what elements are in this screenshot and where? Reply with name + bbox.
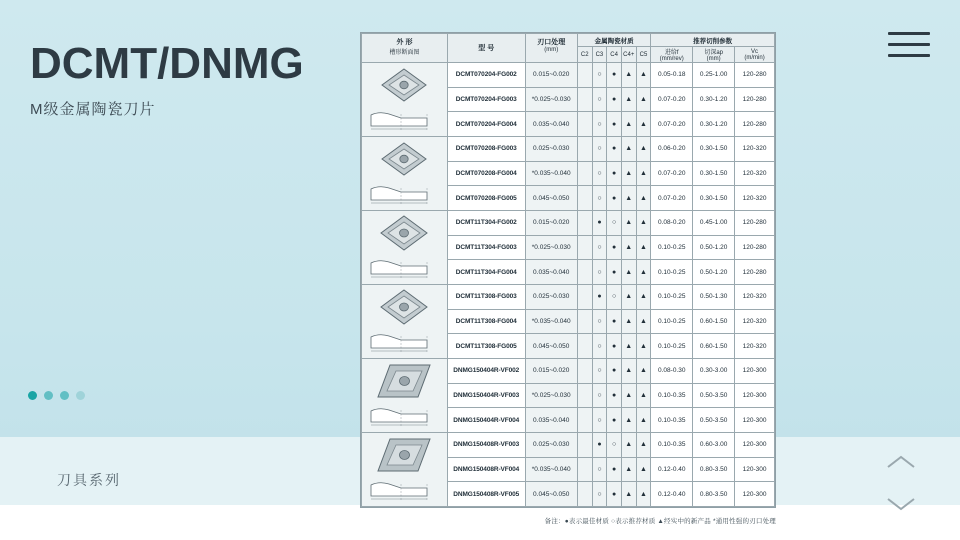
cell-ap: 0.80-3.50 [693,457,735,482]
cell-material-c4plus: ▲ [621,161,636,186]
th-vc-main: Vc [751,48,759,55]
cell-material-c5: ▲ [636,137,651,162]
th-mat-c2: C2 [577,47,592,63]
cell-material-c2 [577,359,592,384]
cell-vc: 120-300 [735,482,775,507]
cell-feed: 0.08-0.30 [651,359,693,384]
cell-edge-treatment: *0.035~0.040 [525,161,577,186]
cell-ap: 0.25-1.00 [693,63,735,88]
cell-material-c2 [577,383,592,408]
th-mat-c4: C4 [607,47,622,63]
cell-material-c2 [577,408,592,433]
table-row [362,137,775,162]
cell-model: DNMG150408R-VF004 [447,457,525,482]
cell-material-c4: ● [607,359,622,384]
cell-feed: 0.10-0.25 [651,285,693,310]
cell-vc: 120-300 [735,383,775,408]
cell-material-c4: ● [607,161,622,186]
cell-material-c3: ○ [592,186,607,211]
cell-material-c4plus: ▲ [621,285,636,310]
cell-edge-treatment: 0.035~0.040 [525,260,577,285]
cell-material-c4: ● [607,457,622,482]
cell-ap: 0.50-3.50 [693,408,735,433]
cell-feed: 0.07-0.20 [651,186,693,211]
insert-shape-cell [362,137,448,211]
cell-material-c5: ▲ [636,309,651,334]
cell-material-c5: ▲ [636,63,651,88]
cell-model: DCMT11T308-FG005 [447,334,525,359]
cell-feed: 0.10-0.35 [651,383,693,408]
cell-material-c4plus: ▲ [621,383,636,408]
th-edge-main: 刃口处理 [537,38,566,46]
specification-table-panel [360,32,776,508]
th-material-group: 金属陶瓷材质 [577,34,650,47]
cell-vc: 120-280 [735,260,775,285]
cell-edge-treatment: 0.015~0.020 [525,359,577,384]
cell-vc: 120-320 [735,161,775,186]
cell-feed: 0.10-0.25 [651,235,693,260]
cell-material-c3: ● [592,433,607,458]
specification-table [361,33,775,507]
cell-vc: 120-320 [735,137,775,162]
cell-feed: 0.08-0.20 [651,211,693,236]
cell-edge-treatment: 0.025~0.030 [525,137,577,162]
cell-material-c2 [577,161,592,186]
cell-material-c4: ● [607,334,622,359]
cell-feed: 0.07-0.20 [651,112,693,137]
cell-ap: 0.30-3.00 [693,359,735,384]
th-mat-c4plus: C4+ [621,47,636,63]
pagination-dot-1[interactable] [28,391,37,400]
cell-material-c4: ● [607,235,622,260]
cell-material-c3: ○ [592,112,607,137]
cell-model: DNMG150404R-VF002 [447,359,525,384]
cell-material-c4plus: ▲ [621,359,636,384]
cell-vc: 120-280 [735,235,775,260]
table-legend: 备注：●表示最佳材质 ○表示推荐材质 ▲经实中的新产品 *通用性强的刃口处理 [544,518,776,525]
cell-material-c4plus: ▲ [621,309,636,334]
cell-material-c5: ▲ [636,260,651,285]
insert-profile-view [362,400,447,430]
cell-material-c5: ▲ [636,408,651,433]
cell-feed: 0.07-0.20 [651,161,693,186]
cell-material-c4: ● [607,408,622,433]
table-row [362,285,775,310]
insert-shape-cell [362,359,448,433]
table-row [362,211,775,236]
insert-shape-cell [362,63,448,137]
pagination-dot-4[interactable] [76,391,85,400]
cell-edge-treatment: 0.015~0.020 [525,63,577,88]
cell-material-c3: ○ [592,457,607,482]
cell-material-c3: ○ [592,383,607,408]
cell-material-c5: ▲ [636,235,651,260]
cell-material-c4: ● [607,383,622,408]
cell-material-c4: ● [607,309,622,334]
cell-material-c2 [577,87,592,112]
th-mat-c3: C3 [592,47,607,63]
cell-ap: 0.30-1.50 [693,186,735,211]
cell-model: DNMG150404R-VF004 [447,408,525,433]
cell-ap: 0.30-1.50 [693,161,735,186]
cell-material-c3: ○ [592,235,607,260]
table-row [362,433,775,458]
cell-model: DCMT070204-FG004 [447,112,525,137]
cell-material-c3: ● [592,211,607,236]
cell-feed: 0.05-0.18 [651,63,693,88]
th-ap-unit: (mm) [706,56,721,62]
th-feed [651,47,693,63]
cell-material-c4: ○ [607,211,622,236]
cell-edge-treatment: 0.035~0.040 [525,112,577,137]
th-edge-unit: (mm) [544,46,559,53]
cell-ap: 0.30-1.20 [693,87,735,112]
cell-material-c5: ▲ [636,161,651,186]
cell-material-c4: ● [607,482,622,507]
cell-material-c2 [577,186,592,211]
chevron-up-icon[interactable] [886,455,916,469]
cell-edge-treatment: 0.045~0.050 [525,186,577,211]
cell-vc: 120-320 [735,285,775,310]
cell-material-c5: ▲ [636,87,651,112]
cell-vc: 120-300 [735,359,775,384]
cell-material-c4: ● [607,186,622,211]
footer-category-label: 刀具系列 [57,472,121,488]
cell-feed: 0.06-0.20 [651,137,693,162]
cell-vc: 120-280 [735,87,775,112]
th-edge [525,34,577,63]
cell-feed: 0.10-0.25 [651,260,693,285]
cell-material-c4plus: ▲ [621,87,636,112]
th-cutting-group: 推荐切削参数 [651,34,775,47]
cell-model: DNMG150408R-VF003 [447,433,525,458]
cell-material-c2 [577,63,592,88]
cell-vc: 120-300 [735,433,775,458]
insert-profile-view [362,326,447,356]
insert-profile-view [362,252,447,282]
table-header-row-1 [362,34,775,47]
cell-material-c3: ○ [592,63,607,88]
cell-model: DCMT070204-FG003 [447,87,525,112]
cell-model: DCMT11T304-FG004 [447,260,525,285]
cell-material-c2 [577,211,592,236]
insert-top-view [362,288,447,326]
cell-edge-treatment: 0.035~0.040 [525,408,577,433]
th-ap-main: 切深ap [704,50,723,56]
cell-material-c5: ▲ [636,433,651,458]
cell-material-c5: ▲ [636,112,651,137]
cell-ap: 0.30-1.20 [693,112,735,137]
cell-material-c2 [577,285,592,310]
menu-bar-3 [888,54,930,57]
cell-material-c5: ▲ [636,482,651,507]
cell-material-c2 [577,137,592,162]
cell-material-c2 [577,235,592,260]
table-row [362,359,775,384]
cell-material-c4plus: ▲ [621,235,636,260]
cell-material-c5: ▲ [636,285,651,310]
cell-edge-treatment: 0.025~0.030 [525,285,577,310]
cell-material-c5: ▲ [636,457,651,482]
th-feed-unit: (mm/rev) [659,56,684,62]
insert-profile-view [362,104,447,134]
cell-vc: 120-320 [735,309,775,334]
cell-material-c4plus: ▲ [621,137,636,162]
cell-feed: 0.10-0.25 [651,334,693,359]
insert-top-view [362,66,447,104]
cell-model: DNMG150404R-VF003 [447,383,525,408]
cell-model: DCMT070208-FG005 [447,186,525,211]
insert-shape-cell [362,285,448,359]
cell-ap: 0.60-1.50 [693,334,735,359]
cell-material-c3: ○ [592,260,607,285]
cell-vc: 120-280 [735,211,775,236]
pagination-dot-2[interactable] [44,391,53,400]
cell-model: DCMT070208-FG004 [447,161,525,186]
chevron-down-icon[interactable] [886,497,916,511]
cell-material-c4: ● [607,87,622,112]
cell-material-c4: ● [607,260,622,285]
cell-material-c4: ● [607,137,622,162]
cell-material-c4plus: ▲ [621,211,636,236]
insert-profile-view [362,178,447,208]
th-shape [362,34,448,63]
cell-ap: 0.45-1.00 [693,211,735,236]
cell-material-c4plus: ▲ [621,408,636,433]
cell-edge-treatment: *0.025~0.030 [525,235,577,260]
table-header [362,34,775,63]
th-model: 型 号 [447,34,525,63]
cell-feed: 0.12-0.40 [651,482,693,507]
insert-top-view [362,140,447,178]
insert-top-view [362,436,447,474]
cell-material-c4plus: ▲ [621,63,636,88]
cell-ap: 0.50-1.30 [693,285,735,310]
cell-material-c2 [577,433,592,458]
insert-shape-cell [362,433,448,507]
cell-edge-treatment: *0.025~0.030 [525,87,577,112]
cell-material-c4plus: ▲ [621,260,636,285]
table-row [362,63,775,88]
cell-material-c3: ○ [592,482,607,507]
cell-material-c4: ● [607,112,622,137]
cell-material-c5: ▲ [636,359,651,384]
cell-material-c3: ○ [592,87,607,112]
insert-shape-cell [362,211,448,285]
cell-vc: 120-300 [735,408,775,433]
cell-material-c3: ○ [592,161,607,186]
cell-material-c2 [577,334,592,359]
cell-feed: 0.10-0.35 [651,408,693,433]
cell-material-c3: ○ [592,137,607,162]
cell-feed: 0.10-0.25 [651,309,693,334]
slide-pagination-dots[interactable] [28,391,85,400]
page-subtitle: M级金属陶瓷刀片 [30,101,156,118]
th-vc-unit: (m/min) [744,54,765,61]
cell-ap: 0.30-1.50 [693,137,735,162]
hamburger-menu-icon[interactable] [888,32,930,60]
cell-ap: 0.60-1.50 [693,309,735,334]
title-block [30,38,360,119]
cell-material-c3: ○ [592,334,607,359]
cell-model: DCMT11T304-FG002 [447,211,525,236]
cell-feed: 0.12-0.40 [651,457,693,482]
cell-model: DCMT11T308-FG003 [447,285,525,310]
cell-material-c5: ▲ [636,211,651,236]
menu-bar-1 [888,32,930,35]
cell-material-c4plus: ▲ [621,457,636,482]
cell-vc: 120-320 [735,334,775,359]
cell-model: DNMG150408R-VF005 [447,482,525,507]
cell-edge-treatment: *0.025~0.030 [525,383,577,408]
cell-material-c5: ▲ [636,186,651,211]
cell-ap: 0.50-1.20 [693,260,735,285]
cell-edge-treatment: 0.045~0.050 [525,334,577,359]
cell-material-c5: ▲ [636,383,651,408]
cell-ap: 0.80-3.50 [693,482,735,507]
cell-material-c3: ○ [592,359,607,384]
cell-edge-treatment: 0.045~0.050 [525,482,577,507]
insert-top-view [362,362,447,400]
cell-edge-treatment: *0.035~0.040 [525,309,577,334]
th-shape-sub: 槽形断面图 [389,49,420,56]
th-vc [735,47,775,63]
cell-material-c2 [577,457,592,482]
page-title: DCMT/DNMG [30,39,304,88]
cell-material-c4plus: ▲ [621,334,636,359]
cell-vc: 120-320 [735,186,775,211]
cell-edge-treatment: *0.035~0.040 [525,457,577,482]
cell-model: DCMT070208-FG003 [447,137,525,162]
th-shape-main: 外 形 [396,38,413,46]
cell-ap: 0.50-3.50 [693,383,735,408]
cell-vc: 120-280 [735,63,775,88]
cell-material-c2 [577,482,592,507]
cell-material-c2 [577,112,592,137]
th-ap [693,47,735,63]
cell-edge-treatment: 0.015~0.020 [525,211,577,236]
cell-material-c4plus: ▲ [621,186,636,211]
insert-profile-view [362,474,447,504]
cell-model: DCMT11T304-FG003 [447,235,525,260]
cell-material-c4plus: ▲ [621,112,636,137]
cell-feed: 0.10-0.35 [651,433,693,458]
cell-model: DCMT070204-FG002 [447,63,525,88]
menu-bar-2 [888,43,930,46]
cell-material-c3: ○ [592,309,607,334]
cell-vc: 120-300 [735,457,775,482]
cell-material-c4: ○ [607,285,622,310]
cell-material-c5: ▲ [636,334,651,359]
cell-material-c2 [577,260,592,285]
cell-edge-treatment: 0.025~0.030 [525,433,577,458]
cell-material-c4plus: ▲ [621,482,636,507]
cell-ap: 0.60-3.00 [693,433,735,458]
cell-material-c3: ● [592,285,607,310]
table-body [362,63,775,507]
th-mat-c5: C5 [636,47,651,63]
insert-top-view [362,214,447,252]
th-feed-main: 进给f [664,50,679,56]
cell-material-c4plus: ▲ [621,433,636,458]
cell-material-c4: ○ [607,433,622,458]
slide-nav-arrows[interactable] [880,455,922,511]
cell-vc: 120-280 [735,112,775,137]
cell-material-c2 [577,309,592,334]
cell-ap: 0.50-1.20 [693,235,735,260]
cell-feed: 0.07-0.20 [651,87,693,112]
cell-material-c4: ● [607,63,622,88]
pagination-dot-3[interactable] [60,391,69,400]
cell-material-c3: ○ [592,408,607,433]
cell-model: DCMT11T308-FG004 [447,309,525,334]
